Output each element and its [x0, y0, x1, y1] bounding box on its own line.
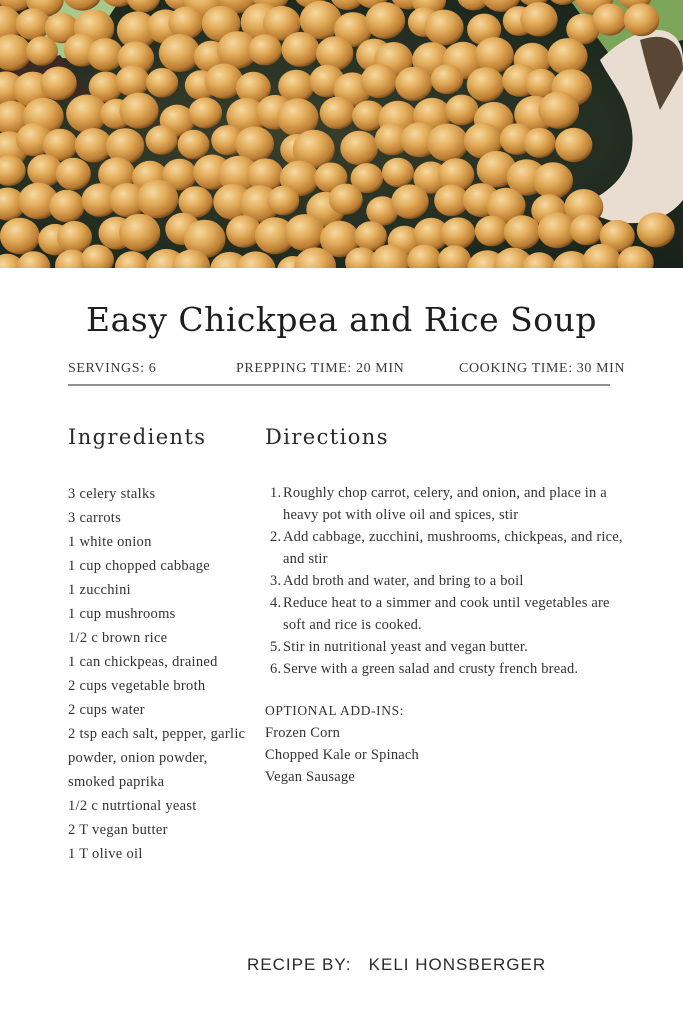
chickpea [523, 128, 556, 158]
chickpea [624, 3, 660, 36]
direction-step [266, 592, 636, 636]
chickpea [504, 215, 541, 249]
chickpea [178, 130, 210, 159]
ingredient-item: 2 cups vegetable broth [68, 678, 206, 694]
chickpea [475, 216, 508, 247]
chickpea [637, 212, 675, 247]
chickpea [248, 34, 282, 65]
hero-photo [0, 0, 683, 268]
chickpea [115, 251, 149, 268]
chickpea [382, 158, 414, 187]
chickpea [137, 180, 179, 218]
chickpea [146, 68, 178, 98]
chickpea [520, 2, 557, 36]
chickpea [365, 2, 405, 39]
optional-item: Vegan Sausage [265, 769, 355, 785]
chickpea [285, 214, 325, 251]
ingredient-item: 2 tsp each salt, pepper, garlic powder, onion powder, smoked paprika [68, 726, 246, 790]
prepping-time: PREPPING TIME: 20 MIN [236, 361, 405, 376]
chickpea [475, 37, 514, 73]
chickpea [168, 7, 204, 40]
step-text: Add broth and water, and bring to a boil [283, 573, 524, 589]
chickpea [431, 64, 464, 94]
chickpea [56, 158, 91, 190]
chickpea [555, 128, 592, 162]
ingredient-item: 3 celery stalks [68, 486, 156, 502]
ingredients-heading: Ingredients [68, 425, 207, 449]
chickpea [467, 67, 505, 102]
direction-step [266, 482, 636, 526]
directions-list [266, 482, 636, 680]
ingredient-item: 1/2 c brown rice [68, 630, 168, 646]
optional-item: Chopped Kale or Spinach [265, 747, 419, 763]
chickpeas-photo [0, 0, 683, 268]
step-text: Serve with a green salad and crusty french bread. [283, 661, 579, 677]
chickpea [438, 245, 471, 268]
step-number: 4. [270, 595, 282, 611]
step-text: Roughly chop carrot, celery, and onion, and place in a heavy pot with olive oil and spices, stir [283, 485, 607, 523]
step-number: 6. [270, 661, 282, 677]
chickpea [0, 218, 40, 255]
chickpea [119, 214, 160, 252]
chickpea [26, 36, 58, 65]
cooking-time: COOKING TIME: 30 MIN [459, 361, 626, 376]
ingredient-item: 1 zucchini [68, 582, 131, 598]
chickpea [189, 97, 223, 128]
ingredient-item: 1 can chickpeas, drained [68, 654, 218, 670]
step-number: 2. [270, 529, 282, 545]
chickpea [320, 97, 355, 130]
ingredient-item: 1 T olive oil [68, 846, 143, 862]
chickpea [533, 162, 573, 199]
ingredient-item: 1 white onion [68, 534, 152, 550]
chickpea [441, 217, 476, 249]
chickpea [316, 36, 353, 70]
servings-info: SERVINGS: 6 [68, 361, 157, 376]
direction-step [266, 570, 636, 592]
step-number: 5. [270, 639, 282, 655]
chickpea [340, 131, 378, 166]
chickpea [425, 10, 464, 46]
chickpea [427, 124, 468, 162]
chickpea [592, 4, 627, 36]
step-text: Reduce heat to a simmer and cook until vegetables are soft and rice is cooked. [283, 595, 610, 633]
chickpea [570, 214, 604, 245]
chickpea [391, 184, 429, 219]
byline-author: KELI HONSBERGER [368, 955, 547, 974]
step-number: 3. [270, 573, 282, 589]
chickpea [236, 251, 275, 268]
chickpea [282, 32, 320, 67]
chickpea [538, 91, 579, 129]
chickpea [395, 67, 432, 101]
step-text: Stir in nutritional yeast and vegan butter. [283, 639, 528, 655]
ingredient-item: 2 cups water [68, 702, 145, 718]
optional-addins [265, 700, 419, 788]
chickpea [146, 125, 178, 154]
chickpea [445, 95, 478, 126]
chickpea [40, 67, 77, 101]
byline-label: RECIPE BY: [247, 955, 352, 974]
ingredient-item: 2 T vegan butter [68, 822, 168, 838]
recipe-byline [247, 955, 546, 975]
recipe-title: Easy Chickpea and Rice Soup [86, 300, 597, 339]
chickpea [267, 186, 299, 216]
optional-heading: OPTIONAL ADD-INS: [265, 703, 405, 718]
optional-item: Frozen Corn [265, 725, 341, 741]
step-number: 1. [270, 485, 282, 501]
step-text: Add cabbage, zucchini, mushrooms, chickpeas, and rice, and stir [283, 529, 623, 567]
direction-step [266, 658, 636, 680]
directions-heading: Directions [265, 425, 389, 449]
divider [68, 384, 610, 386]
chickpea [159, 34, 200, 72]
direction-step [266, 526, 636, 570]
ingredient-item: 1/2 c nutrtional yeast [68, 798, 197, 814]
ingredients-list [68, 482, 248, 866]
chickpea [49, 190, 84, 223]
ingredient-item: 1 cup chopped cabbage [68, 558, 210, 574]
chickpea [16, 8, 51, 40]
chickpea [119, 93, 158, 129]
chickpea [127, 0, 161, 13]
ingredient-item: 3 carrots [68, 510, 122, 526]
chickpea [329, 184, 363, 215]
chickpea [361, 64, 398, 98]
direction-step [266, 636, 636, 658]
ingredient-item: 1 cup mushrooms [68, 606, 176, 622]
chickpea [116, 65, 150, 96]
